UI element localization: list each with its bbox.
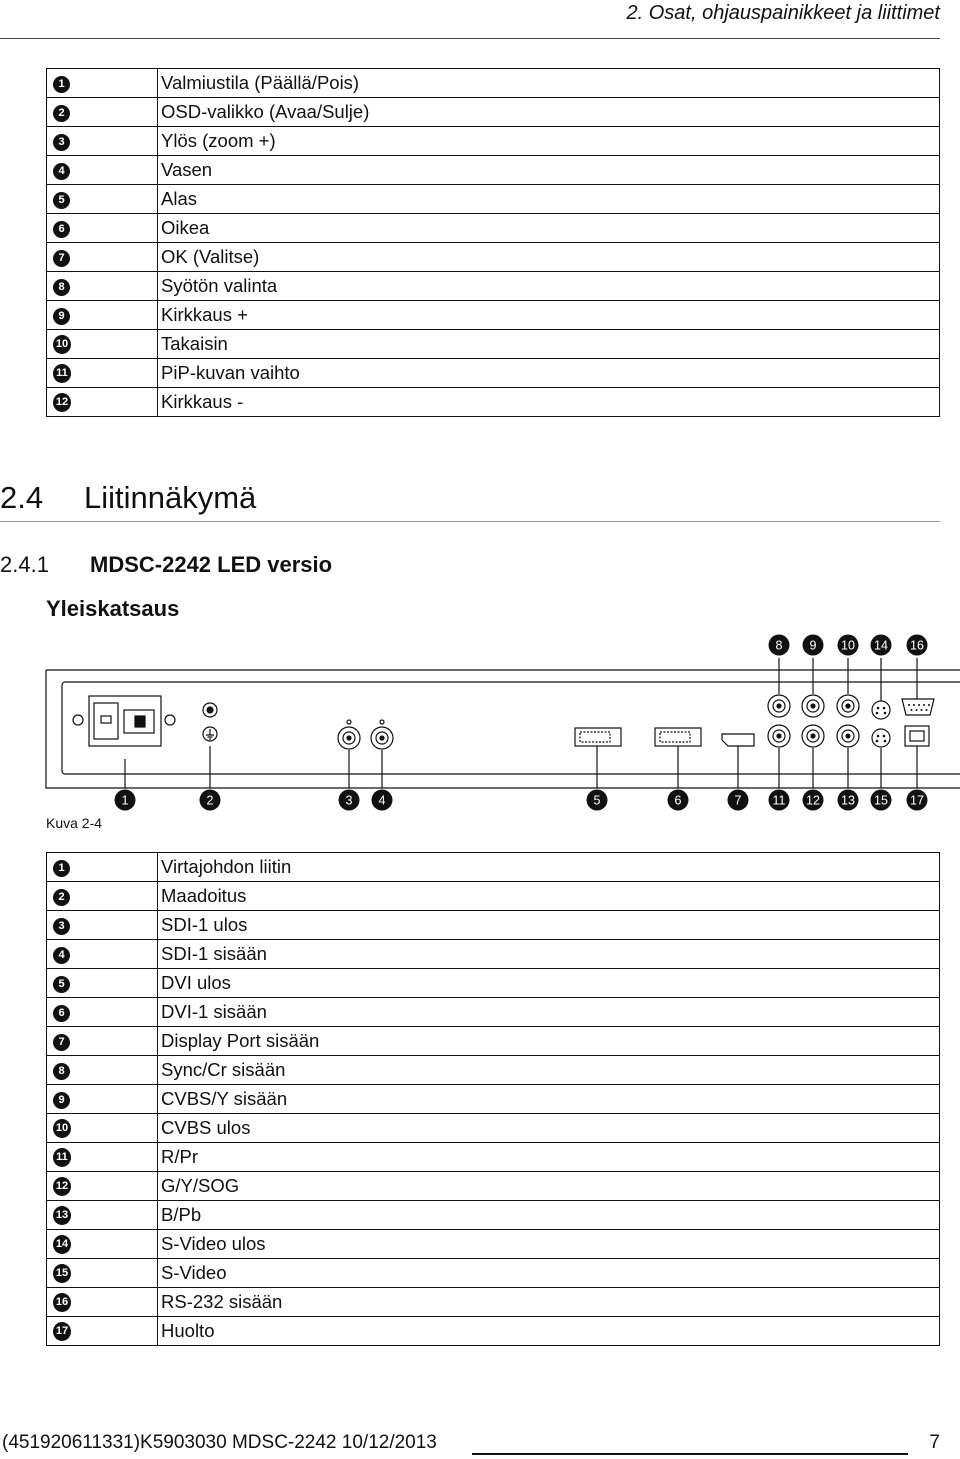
section-heading (0, 480, 256, 516)
label-cell: R/Pr (158, 1143, 940, 1172)
number-badge: 9 (53, 308, 70, 325)
label-cell: Oikea (158, 214, 940, 243)
number-badge: 7 (53, 1034, 70, 1051)
number-cell (47, 98, 158, 127)
number-badge: 15 (53, 1264, 71, 1283)
label-cell: OSD-valikko (Avaa/Sulje) (158, 98, 940, 127)
power-inlet-socket (94, 703, 118, 739)
number-cell (47, 853, 158, 882)
rs232-pins (908, 704, 930, 711)
document-reference: (451920611331)K5903030 MDSC-2242 10/12/2013 (2, 1432, 437, 1453)
label-cell: CVBS/Y sisään (158, 1085, 940, 1114)
table-row (47, 1172, 940, 1201)
number-cell (47, 1259, 158, 1288)
number-badge: 8 (53, 279, 70, 296)
number-badge: 14 (53, 1235, 71, 1254)
mounting-screw-left (73, 715, 83, 725)
ground-symbol (206, 729, 214, 739)
callout-label: 8 (775, 638, 783, 653)
number-cell (47, 69, 158, 98)
number-badge: 5 (53, 976, 70, 993)
callout-label: 4 (378, 793, 386, 808)
label-cell: Valmiustila (Päällä/Pois) (158, 69, 940, 98)
number-badge: 6 (53, 1005, 70, 1022)
connector-panel-figure (0, 628, 960, 813)
displayport-port (722, 734, 754, 746)
section-title: Liitinnäkymä (84, 480, 257, 515)
running-header: 2. Osat, ohjauspainikkeet ja liittimet (626, 2, 940, 24)
table-row (47, 185, 940, 214)
number-badge: 10 (53, 1119, 71, 1138)
number-cell (47, 185, 158, 214)
table-row (47, 882, 940, 911)
number-cell (47, 156, 158, 185)
number-badge: 10 (53, 335, 71, 354)
sdi-led-2 (380, 720, 384, 724)
number-cell (47, 1288, 158, 1317)
number-cell (47, 1172, 158, 1201)
dvi-in-port (655, 728, 701, 746)
table-row (47, 1230, 940, 1259)
number-cell (47, 330, 158, 359)
label-cell: Kirkkaus + (158, 301, 940, 330)
number-badge: 12 (53, 1177, 71, 1196)
dvi-out-pins (580, 732, 610, 742)
table-row (47, 127, 940, 156)
dvi-out-port (575, 728, 621, 746)
table-row (47, 330, 940, 359)
callout-label: 1 (121, 793, 129, 808)
table-row (47, 1027, 940, 1056)
table-row (47, 1201, 940, 1230)
mounting-screw-right (165, 715, 175, 725)
s-video-pins (876, 707, 887, 743)
table-row (47, 243, 940, 272)
power-inlet-pin (101, 716, 111, 723)
number-cell (47, 882, 158, 911)
number-cell (47, 1143, 158, 1172)
footer-rule (472, 1453, 908, 1455)
label-cell: DVI ulos (158, 969, 940, 998)
s-video-out-port (872, 701, 890, 719)
number-badge: 3 (53, 918, 70, 935)
callout-label: 7 (734, 793, 742, 808)
table-row (47, 911, 940, 940)
callout-leader-lines (125, 658, 917, 788)
top-callout-group (769, 635, 928, 656)
number-badge: 2 (53, 889, 70, 906)
number-badge: 11 (53, 364, 71, 383)
table-row (47, 214, 940, 243)
page-number: 7 (929, 1432, 940, 1453)
callout-label: 17 (910, 793, 924, 808)
label-cell: S-Video (158, 1259, 940, 1288)
sdi-led-1 (347, 720, 351, 724)
label-cell: Takaisin (158, 330, 940, 359)
callout-label: 9 (809, 638, 817, 653)
s-video-in-port (872, 729, 890, 747)
table-row (47, 69, 940, 98)
callout-label: 12 (806, 793, 820, 808)
callout-label: 13 (841, 793, 855, 808)
number-badge: 9 (53, 1092, 70, 1109)
label-cell: Kirkkaus - (158, 388, 940, 417)
number-cell (47, 911, 158, 940)
label-cell: Sync/Cr sisään (158, 1056, 940, 1085)
number-badge: 11 (53, 1148, 71, 1167)
number-cell (47, 1114, 158, 1143)
connectors-legend-table (46, 852, 940, 1346)
label-cell: Vasen (158, 156, 940, 185)
power-switch-rocker (135, 716, 145, 727)
callout-label: 3 (345, 793, 353, 808)
table-row (47, 1259, 940, 1288)
number-cell (47, 940, 158, 969)
number-cell (47, 272, 158, 301)
label-cell: G/Y/SOG (158, 1172, 940, 1201)
table-row (47, 156, 940, 185)
label-cell: Maadoitus (158, 882, 940, 911)
table-row (47, 301, 940, 330)
callout-label: 16 (910, 638, 924, 653)
label-cell: Syötön valinta (158, 272, 940, 301)
table-row (47, 998, 940, 1027)
callout-label: 2 (206, 793, 214, 808)
number-cell (47, 388, 158, 417)
ground-post-center (207, 707, 213, 713)
label-cell: SDI-1 ulos (158, 911, 940, 940)
header-rule (0, 38, 940, 39)
subsection-heading (0, 552, 332, 578)
subsection-number: 2.4.1 (0, 552, 49, 577)
label-cell: SDI-1 sisään (158, 940, 940, 969)
table-row (47, 1288, 940, 1317)
label-cell: CVBS ulos (158, 1114, 940, 1143)
number-badge: 13 (53, 1206, 71, 1225)
callout-label: 15 (874, 793, 888, 808)
table-row (47, 359, 940, 388)
table-row (47, 1114, 940, 1143)
number-cell (47, 127, 158, 156)
number-cell (47, 243, 158, 272)
label-cell: B/Pb (158, 1201, 940, 1230)
callout-label: 11 (772, 793, 786, 808)
table-row (47, 272, 940, 301)
number-badge: 17 (53, 1322, 71, 1341)
number-cell (47, 1230, 158, 1259)
callout-label: 10 (841, 638, 855, 653)
panel-outline (46, 670, 960, 788)
number-badge: 7 (53, 250, 70, 267)
number-cell (47, 301, 158, 330)
rs232-port (902, 699, 934, 715)
number-badge: 5 (53, 192, 70, 209)
number-badge: 4 (53, 947, 70, 964)
number-badge: 1 (53, 860, 70, 877)
number-cell (47, 359, 158, 388)
number-badge: 16 (53, 1293, 71, 1312)
number-badge: 6 (53, 221, 70, 238)
label-cell: Alas (158, 185, 940, 214)
label-cell: RS-232 sisään (158, 1288, 940, 1317)
callout-label: 5 (593, 793, 601, 808)
label-cell: DVI-1 sisään (158, 998, 940, 1027)
bottom-callout-group (115, 790, 928, 811)
label-cell: PiP-kuvan vaihto (158, 359, 940, 388)
sdi-in-bnc-pin (380, 736, 384, 740)
number-cell (47, 998, 158, 1027)
table-row (47, 853, 940, 882)
service-port (905, 726, 929, 746)
label-cell: Display Port sisään (158, 1027, 940, 1056)
number-badge: 2 (53, 105, 70, 122)
number-cell (47, 214, 158, 243)
sdi-out-bnc-pin (347, 736, 351, 740)
section-number: 2.4 (0, 480, 44, 515)
table-row (47, 940, 940, 969)
overview-heading: Yleiskatsaus (46, 596, 180, 621)
callout-label: 6 (674, 793, 682, 808)
number-cell (47, 1085, 158, 1114)
callout-label: 14 (874, 638, 888, 653)
table-row (47, 1056, 940, 1085)
bnc-grid (768, 695, 859, 747)
number-badge: 8 (53, 1063, 70, 1080)
number-cell (47, 1317, 158, 1346)
number-badge: 12 (53, 393, 71, 412)
controls-legend-table (46, 68, 940, 417)
number-badge: 3 (53, 134, 70, 151)
label-cell: Huolto (158, 1317, 940, 1346)
label-cell: S-Video ulos (158, 1230, 940, 1259)
section-rule (0, 521, 940, 522)
number-cell (47, 1027, 158, 1056)
subsection-title: MDSC-2242 LED versio (90, 552, 333, 577)
number-cell (47, 1201, 158, 1230)
panel-inner-outline (62, 682, 960, 774)
label-cell: Ylös (zoom +) (158, 127, 940, 156)
label-cell: Virtajohdon liitin (158, 853, 940, 882)
number-cell (47, 1056, 158, 1085)
number-cell (47, 969, 158, 998)
service-port-inner (910, 731, 924, 741)
page-footer (0, 1432, 960, 1458)
table-row (47, 1085, 940, 1114)
dvi-in-pins (660, 732, 690, 742)
table-row (47, 1317, 940, 1346)
figure-caption: Kuva 2-4 (46, 815, 103, 831)
table-row (47, 388, 940, 417)
number-badge: 4 (53, 163, 70, 180)
label-cell: OK (Valitse) (158, 243, 940, 272)
table-row (47, 98, 940, 127)
number-badge: 1 (53, 76, 70, 93)
table-row (47, 1143, 940, 1172)
table-row (47, 969, 940, 998)
